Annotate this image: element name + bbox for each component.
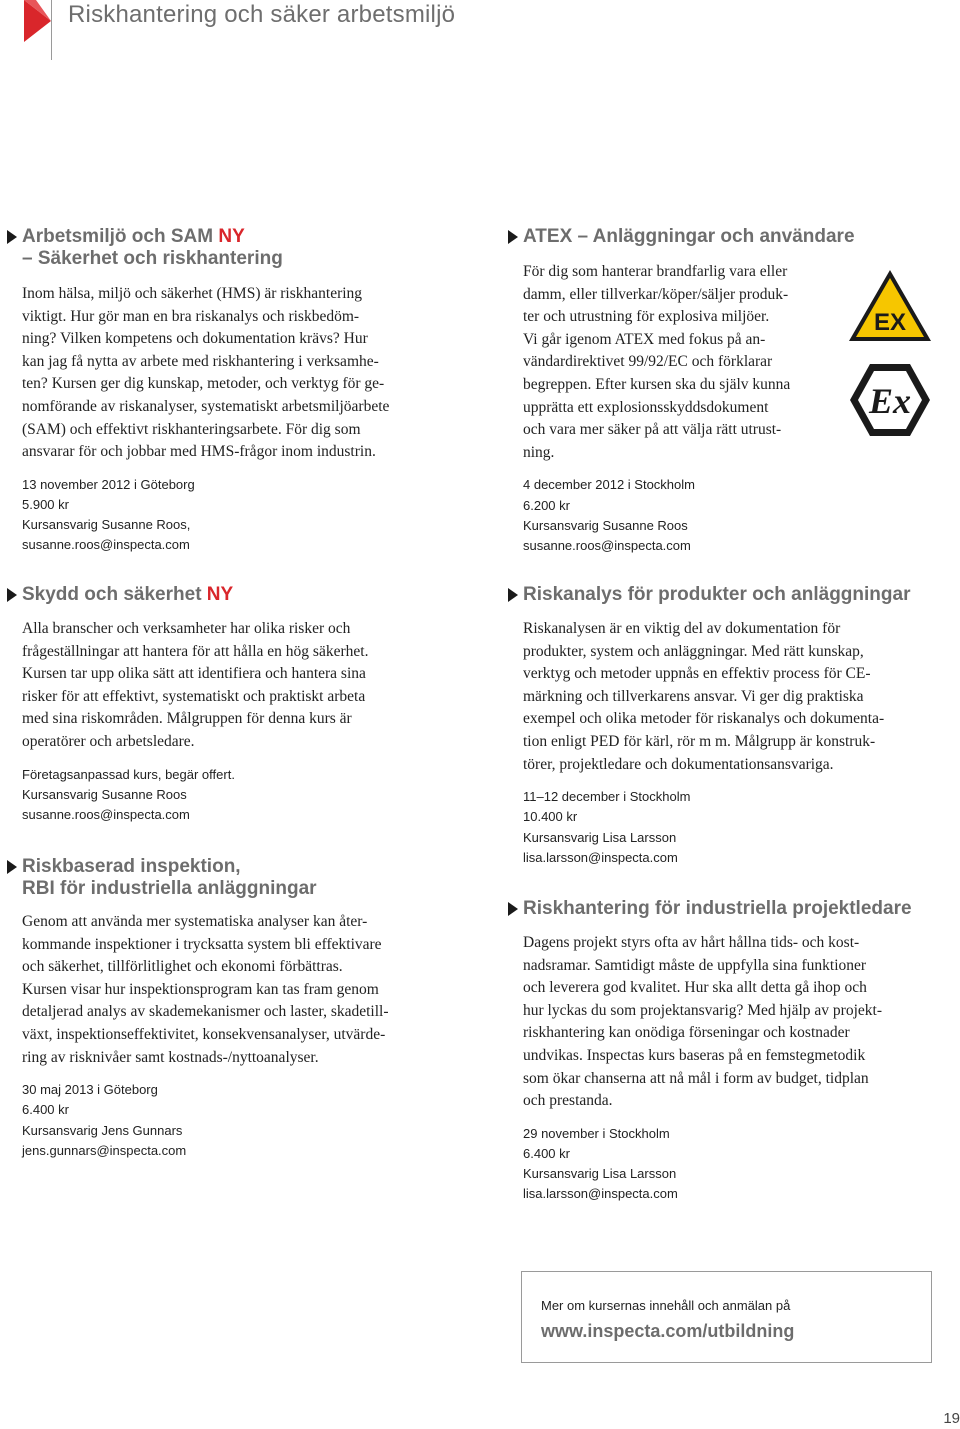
contact-email[interactable]: susanne.roos@inspecta.com	[22, 806, 190, 822]
body-line: För dig som hanterar brandfarlig vara eller	[523, 263, 788, 280]
section-subtitle: RBI för industriella anläggningar	[22, 878, 317, 899]
new-badge: NY	[218, 226, 245, 247]
body-line: (SAM) och effektivt riskhanteringsarbete. För dig som	[22, 420, 361, 438]
body-line: kan jag få nytta av arbete med riskhantering i verksamhe-	[22, 352, 379, 370]
ex-hexagon-icon	[846, 360, 934, 440]
section-body	[22, 618, 442, 754]
body-line: undvikas. Inspectas kurs baseras på en femstegmetodik	[523, 1046, 866, 1064]
course-offer: Företagsanpassad kurs, begär offert.	[22, 766, 235, 782]
body-line: operatörer och arbetsledare.	[22, 732, 195, 750]
course-details	[523, 475, 853, 556]
section-atex	[523, 226, 853, 556]
course-contact: Kursansvarig Susanne Roos,	[22, 517, 191, 533]
course-price: 10.400 kr	[523, 809, 578, 825]
body-line: Kursen tar upp olika sätt att identifiera och hantera sina	[22, 665, 366, 683]
body-line: Riskanalysen är en viktig del av dokumentation för	[523, 620, 841, 637]
body-line: hur lyckas du som projektansvarig? Med hjälp av projekt-	[523, 1001, 882, 1019]
body-line: ten? Kursen ger dig kunskap, metoder, och verktyg för ge-	[22, 375, 385, 393]
body-line: som ökar chanserna att nå mål i form av budget, tidplan	[523, 1069, 869, 1087]
course-details	[523, 787, 943, 868]
arrow-right-icon	[508, 902, 518, 916]
course-contact: Kursansvarig Susanne Roos	[523, 517, 688, 533]
contact-email[interactable]: susanne.roos@inspecta.com	[22, 537, 190, 553]
course-details	[22, 1080, 442, 1161]
info-box	[521, 1271, 932, 1363]
body-line: nadsramar. Samtidigt måste de uppfylla sina funktioner	[523, 956, 867, 974]
atex-icons	[846, 267, 936, 445]
section-title	[22, 226, 442, 270]
body-line: detaljerad analys av skademekanismer och laster, skadetill-	[22, 1003, 389, 1021]
body-line: märkning och tillverkarens ansvar. Vi ger dig praktiska	[523, 687, 864, 705]
arrow-right-icon	[508, 230, 518, 244]
course-date: 13 november 2012 i Göteborg	[22, 476, 195, 492]
body-line: vändardirektivet 99/92/EC och förklarar	[523, 353, 773, 371]
body-line: nomförande av riskanalyser, systematiskt arbetsmiljöarbete	[22, 397, 390, 415]
section-title-text: Riskbaserad inspektion,	[22, 856, 241, 877]
info-lead: Mer om kursernas innehåll och anmälan på	[541, 1298, 791, 1313]
page-title: Riskhantering och säker arbetsmiljö	[68, 1, 456, 28]
section-title: ATEX – Anläggningar och användare	[523, 226, 855, 247]
course-date: 4 december 2012 i Stockholm	[523, 477, 695, 493]
arrow-right-icon	[7, 230, 17, 244]
body-line: viktigt. Hur gör man en bra riskanalys och riskbedöm-	[22, 307, 360, 325]
body-line: tion enligt PED för kärl, rör m m. Målgrupp är konstruk-	[523, 732, 876, 750]
body-line: och leverera god kvalitet. Hur ska allt detta gå ihop och	[523, 979, 867, 997]
body-line: ning.	[523, 443, 555, 461]
body-line: och prestanda.	[523, 1092, 613, 1110]
body-line: och säkerhet, tillförlitlighet och ekonomi förbättras.	[22, 958, 343, 976]
arrow-right-icon	[7, 588, 17, 602]
section-body	[523, 932, 943, 1113]
body-line: Kursen visar hur inspektionsprogram kan tas fram genom	[22, 980, 379, 998]
arrow-right-icon	[7, 860, 17, 874]
body-line: damm, eller tillverkar/köper/säljer produk-	[523, 285, 789, 303]
body-line: ter och utrustning för explosiva miljöer.	[523, 308, 770, 326]
body-line: riskhantering kan onödiga förseningar och kostnader	[523, 1024, 850, 1042]
website-link[interactable]: www.inspecta.com/utbildning	[541, 1321, 795, 1341]
body-line: ansvarar för och jobbar med HMS-frågor inom industrin.	[22, 443, 376, 461]
course-price: 6.400 kr	[523, 1145, 570, 1161]
course-contact: Kursansvarig Susanne Roos	[22, 786, 187, 802]
body-line: Vi går igenom ATEX med fokus på an-	[523, 330, 766, 348]
body-line: exempel och olika metoder för riskanalys och dokumenta-	[523, 710, 885, 728]
inspecta-logo-mark	[24, 0, 54, 42]
contact-email[interactable]: jens.gunnars@inspecta.com	[22, 1142, 187, 1158]
section-body	[22, 911, 442, 1069]
contact-email[interactable]: susanne.roos@inspecta.com	[523, 537, 691, 553]
course-contact: Kursansvarig Lisa Larsson	[523, 1166, 677, 1182]
ex-warning-triangle-icon	[846, 267, 934, 345]
new-badge: NY	[206, 584, 234, 605]
course-price: 6.400 kr	[22, 1102, 69, 1118]
body-line: kommande inspektioner i trycksatta system bli effektivare	[22, 935, 382, 953]
body-line: Inom hälsa, miljö och säkerhet (HMS) är riskhantering	[22, 285, 363, 302]
body-line: risker för att effektivt, systematiskt och praktiskt arbeta	[22, 687, 366, 705]
arrow-right-icon	[508, 588, 518, 602]
body-line: ning? Vilken kompetens och dokumentation krävs? Hur	[22, 330, 368, 348]
page-header	[0, 0, 960, 64]
section-subtitle: – Säkerhet och riskhantering	[22, 248, 283, 269]
section-skydd-sakerhet	[22, 584, 442, 825]
body-line: Alla branscher och verksamheter har olika risker och	[22, 620, 351, 637]
section-body	[22, 283, 442, 464]
ex-hexagon-label: Ex	[868, 381, 912, 421]
body-line: produkter, system och anläggningar. Med rätt kunskap,	[523, 642, 864, 660]
header-divider	[51, 0, 52, 60]
section-arbetsmiljo-sam	[22, 226, 442, 556]
section-body	[523, 618, 943, 776]
course-contact: Kursansvarig Lisa Larsson	[523, 829, 677, 845]
section-title	[22, 856, 442, 900]
ex-triangle-label: EX	[873, 309, 907, 336]
section-title: Riskanalys för produkter och anläggningar	[523, 584, 911, 605]
body-line: ring av risknivåer samt kostnads-/nyttoanalyser.	[22, 1048, 319, 1066]
body-line: törer, projektledare och dokumentationsansvariga.	[523, 755, 834, 773]
body-line: Dagens projekt styrs ofta av hårt hållna tids- och kost-	[523, 934, 860, 951]
body-line: Genom att använda mer systematiska analyser kan åter-	[22, 913, 368, 930]
body-line: begreppen. Efter kursen ska du själv kunna	[523, 375, 791, 393]
course-price: 6.200 kr	[523, 497, 570, 513]
body-line: frågeställningar att hantera för att hålla en hög säkerhet.	[22, 642, 369, 660]
course-date: 29 november i Stockholm	[523, 1125, 670, 1141]
course-contact: Kursansvarig Jens Gunnars	[22, 1122, 183, 1138]
course-details	[22, 475, 442, 556]
course-price: 5.900 kr	[22, 496, 69, 512]
course-details	[22, 765, 442, 826]
body-line: verktyg och metoder uppnås en effektiv process för CE-	[523, 665, 871, 683]
body-line: med sina riskområden. Målgruppen för denna kurs är	[22, 710, 352, 728]
section-projektledare	[523, 898, 943, 1205]
section-rbi	[22, 856, 442, 1161]
section-riskanalys	[523, 584, 943, 868]
section-title-text: Arbetsmiljö och SAM	[22, 226, 219, 247]
contact-email[interactable]: lisa.larsson@inspecta.com	[523, 849, 678, 865]
section-title	[22, 584, 442, 606]
body-line: växt, inspektionseffektivitet, konsekvensanalyser, utvärde-	[22, 1025, 386, 1043]
course-details	[523, 1124, 943, 1205]
course-date: 30 maj 2013 i Göteborg	[22, 1082, 158, 1098]
contact-email[interactable]: lisa.larsson@inspecta.com	[523, 1186, 678, 1202]
section-title: Riskhantering för industriella projektledare	[523, 898, 912, 919]
course-date: 11–12 december i Stockholm	[523, 789, 691, 805]
body-line: och vara mer säker på att välja rätt utrust-	[523, 421, 782, 439]
section-body	[523, 261, 853, 464]
page-number: 19	[943, 1410, 960, 1427]
body-line: upprätta ett explosionsskyddsdokument	[523, 398, 769, 416]
section-title-text: Skydd och säkerhet	[22, 584, 207, 605]
